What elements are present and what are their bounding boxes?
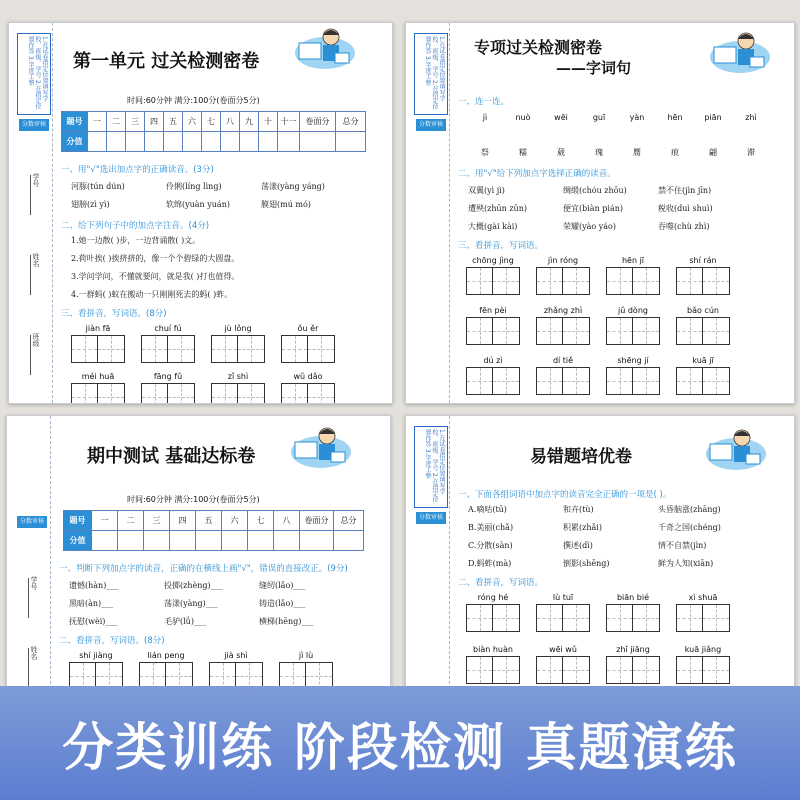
writing-box[interactable] — [281, 383, 308, 404]
writing-box[interactable] — [633, 604, 660, 632]
page-title: 第一单元 过关检测密卷 — [73, 51, 260, 72]
question-item: 禁不住(jìn jīn) — [658, 186, 712, 195]
score-cell: 总分 — [336, 112, 366, 132]
writing-box[interactable] — [633, 367, 660, 395]
section-heading: 一、用"√"选出加点字的正确读音。(3分) — [61, 165, 214, 175]
pinyin-group — [466, 592, 520, 632]
score-cell: 卷面分 — [300, 112, 336, 132]
pinyin-group — [536, 592, 590, 632]
writing-box[interactable] — [281, 335, 308, 363]
pinyin-group — [676, 355, 730, 395]
pinyin-text: jià shì — [224, 651, 248, 660]
writing-box[interactable] — [238, 335, 265, 363]
question-row — [468, 540, 753, 551]
question-item: 软绵(yuàn yuán) — [166, 200, 230, 209]
writing-box[interactable] — [703, 317, 730, 345]
pinyin-group — [676, 255, 730, 295]
spine-notice: 1.在试卷指定位置填写学校、班级、学号 2.在指定位置作答 3.字迹工整 — [414, 426, 448, 508]
writing-box[interactable] — [141, 383, 168, 404]
writing-box[interactable] — [676, 656, 703, 684]
score-table-value-row — [64, 531, 364, 551]
pinyin-group — [279, 650, 333, 690]
question-item: 河豚(tún dún) — [71, 182, 125, 191]
page-title: 易错题培优卷 — [530, 447, 632, 467]
pinyin-group — [211, 371, 265, 404]
score-cell: 卷面分 — [300, 511, 334, 531]
pinyin-row — [71, 371, 351, 404]
match-char[interactable]: 祭 — [481, 148, 489, 157]
match-char[interactable]: 滞 — [747, 148, 755, 157]
pinyin-group — [536, 255, 590, 295]
spine-field-id: 学号 — [25, 576, 39, 618]
question-item: 缝纫(lǎo)___ — [259, 581, 306, 590]
question-item: 铸造(lǎo)___ — [259, 599, 306, 608]
writing-box[interactable] — [536, 604, 563, 632]
spine-tag: 分数审核 — [416, 119, 446, 131]
match-pinyin[interactable]: wēi — [554, 113, 568, 122]
pinyin-row — [466, 355, 746, 395]
score-cell: 题号 — [62, 112, 88, 132]
match-char[interactable]: 翩 — [709, 148, 717, 157]
student-reading-illustration — [291, 23, 355, 71]
match-char[interactable]: 瑰 — [595, 148, 603, 157]
question-item: C.分散(sàn) — [468, 541, 513, 550]
question-item: 税收(duì shuì) — [658, 204, 713, 213]
question-item: 遭殃(zhūn zūn) — [468, 204, 527, 213]
pinyin-group — [71, 371, 125, 404]
exam-meta: 时间:60分钟 满分:100分(卷面分5分) — [127, 96, 260, 105]
pinyin-text: wēi wǔ — [549, 645, 577, 654]
pinyin-group — [676, 644, 730, 684]
question-row — [468, 221, 753, 232]
score-cell: 一 — [92, 511, 118, 531]
pinyin-row — [466, 592, 746, 632]
page-title: 期中测试 基础达标卷 — [87, 446, 256, 467]
pinyin-text: shí rán — [689, 256, 717, 265]
spine-notice: 1.在试卷指定位置填写学校、班级、学号 2.在指定位置作答 3.字迹工整 — [414, 33, 448, 115]
writing-box[interactable] — [466, 317, 493, 345]
pinyin-text: shēng jí — [617, 356, 649, 365]
writing-box[interactable] — [676, 317, 703, 345]
match-char-row — [466, 147, 770, 158]
pinyin-text: lián peng — [147, 651, 185, 660]
question-row — [468, 203, 753, 214]
question-row — [71, 199, 356, 210]
question-row — [468, 522, 753, 533]
binding-spine — [406, 23, 450, 403]
score-row-label: 分值 — [64, 531, 92, 551]
question-item: 积累(zhǎi) — [563, 523, 602, 532]
writing-box[interactable] — [536, 367, 563, 395]
score-cell: 十一 — [278, 112, 300, 132]
match-char[interactable]: 葳 — [557, 148, 565, 157]
writing-box[interactable] — [466, 656, 493, 684]
pinyin-text: fēn pèi — [479, 306, 507, 315]
question-item: 撰述(dì) — [563, 541, 593, 550]
pinyin-group — [606, 355, 660, 395]
exam-page-error-prone — [405, 415, 795, 715]
score-cell: 十 — [259, 112, 278, 132]
writing-box[interactable] — [676, 367, 703, 395]
question-item: B.美丽(chǎ) — [468, 523, 514, 532]
writing-box[interactable] — [493, 604, 520, 632]
section-heading: 一、连一连。 — [458, 97, 510, 107]
pinyin-row — [466, 644, 746, 684]
pinyin-text: lù tuī — [552, 593, 574, 602]
pinyin-group — [69, 650, 123, 690]
score-cell: 六 — [183, 112, 202, 132]
pinyin-group — [281, 371, 335, 404]
writing-box[interactable] — [211, 383, 238, 404]
exam-page-midterm — [6, 415, 391, 715]
section-heading: 二、用"√"给下列加点字选择正确的读音。 — [458, 169, 616, 179]
pinyin-text: chuí fú — [154, 324, 182, 333]
writing-box[interactable] — [606, 367, 633, 395]
score-cell: 二 — [107, 112, 126, 132]
pinyin-text: fāng fǔ — [153, 372, 183, 381]
pinyin-group — [466, 305, 520, 345]
question-row — [71, 181, 356, 192]
pinyin-group — [536, 644, 590, 684]
writing-box[interactable] — [676, 604, 703, 632]
writing-box[interactable] — [308, 335, 335, 363]
writing-box[interactable] — [633, 656, 660, 684]
match-pinyin[interactable]: guī — [592, 113, 606, 122]
pinyin-text: wǔ dǎo — [293, 372, 323, 381]
binding-spine — [7, 416, 51, 714]
score-cell: 总分 — [334, 511, 364, 531]
pinyin-text: biàn huàn — [473, 645, 513, 654]
writing-box[interactable] — [466, 604, 493, 632]
pinyin-group — [536, 305, 590, 345]
section-heading: 一、判断下列加点字的读音，正确的在横线上画"√"，错误的直接改正。(9分) — [59, 564, 348, 574]
section-heading: 二、看拼音，写词语。(8分) — [59, 636, 165, 646]
writing-box[interactable] — [493, 267, 520, 295]
question-row — [468, 504, 753, 515]
pinyin-group — [141, 323, 195, 363]
question-item: 倒影(shēng) — [563, 559, 610, 568]
writing-box[interactable] — [606, 656, 633, 684]
writing-box[interactable] — [466, 267, 493, 295]
pinyin-text: jù lǒng — [224, 324, 252, 333]
question-row — [468, 558, 753, 569]
writing-box[interactable] — [633, 267, 660, 295]
match-pinyin-row — [466, 113, 770, 122]
exam-page-vocabulary — [405, 22, 795, 404]
score-cell: 三 — [126, 112, 145, 132]
match-pinyin[interactable]: nuò — [515, 113, 531, 122]
question-item: 绸缎(chóu zhōu) — [563, 186, 627, 195]
writing-box[interactable] — [563, 267, 590, 295]
pinyin-text: jì lù — [298, 651, 314, 660]
writing-box[interactable] — [563, 317, 590, 345]
writing-box[interactable] — [676, 267, 703, 295]
pinyin-row — [466, 305, 746, 345]
promo-banner — [0, 686, 800, 800]
question-line: 2.荷叶挨( )挨挤挤的，像一个个碧绿的大圆盘。 — [71, 254, 240, 263]
writing-box[interactable] — [606, 604, 633, 632]
match-pinyin[interactable]: jì — [482, 113, 488, 122]
student-reading-illustration — [287, 422, 351, 470]
spine-tag: 分数审核 — [416, 512, 446, 524]
pinyin-text: méi huā — [81, 372, 115, 381]
question-item: 横梯(hēng)___ — [259, 617, 314, 626]
question-item: 遗憾(hàn)___ — [69, 581, 119, 590]
score-cell: 四 — [170, 511, 196, 531]
question-item: 情不自禁(jìn) — [658, 541, 707, 550]
pinyin-group — [536, 355, 590, 395]
question-item: 吞噬(chù zhì) — [658, 222, 710, 231]
match-char[interactable]: 糯 — [519, 148, 527, 157]
exam-meta: 时间:60分钟 满分:100分(卷面分5分) — [127, 495, 260, 504]
score-cell: 五 — [196, 511, 222, 531]
score-cell: 八 — [274, 511, 300, 531]
writing-box[interactable] — [493, 367, 520, 395]
section-heading: 二、看拼音，写词语。 — [458, 578, 544, 588]
score-cell: 九 — [240, 112, 259, 132]
pinyin-group — [466, 355, 520, 395]
question-item: 便宜(biàn pián) — [563, 204, 623, 213]
writing-box[interactable] — [703, 267, 730, 295]
pinyin-text: zǐ shì — [227, 372, 249, 381]
writing-box[interactable] — [536, 267, 563, 295]
score-cell: 五 — [164, 112, 183, 132]
pinyin-text: dú zì — [483, 356, 503, 365]
pinyin-text: shí jiàng — [79, 651, 113, 660]
pinyin-text: chōng jìng — [472, 256, 514, 265]
section-heading: 一、下面各组词语中加点字的读音完全正确的一项是( )。 — [458, 490, 672, 500]
score-cell: 题号 — [64, 511, 92, 531]
writing-box[interactable] — [71, 335, 98, 363]
pinyin-text: jìn róng — [547, 256, 579, 265]
writing-box[interactable] — [606, 267, 633, 295]
pinyin-text: jǔ dòng — [618, 306, 648, 315]
pinyin-text: zhǎng zhì — [543, 306, 583, 315]
score-row-label: 分值 — [62, 132, 88, 152]
writing-box[interactable] — [168, 383, 195, 404]
question-line: 1.她一边散( )步，一边背诵散( )文。 — [71, 236, 201, 245]
score-cell: 八 — [221, 112, 240, 132]
question-line: 4.一群蚂( )蚁在搬动一只刚刚死去的蚂( )蚱。 — [71, 290, 233, 299]
spine-tag: 分数审核 — [17, 516, 47, 528]
writing-box[interactable] — [563, 656, 590, 684]
question-item: 膜翅(mú mó) — [261, 200, 311, 209]
question-item: 伶俐(líng lìng) — [166, 182, 222, 191]
question-item: 黑暗(àn)___ — [69, 599, 114, 608]
score-table — [61, 111, 366, 152]
spine-notice: 1.在试卷指定位置填写学校、班级、学号 2.在指定位置作答 3.字迹工整 — [17, 33, 51, 115]
writing-box[interactable] — [703, 367, 730, 395]
score-table-head-row — [64, 511, 364, 531]
section-heading: 三、看拼音，写词语。 — [458, 241, 544, 251]
writing-box[interactable] — [211, 335, 238, 363]
match-pinyin[interactable]: zhì — [745, 113, 757, 122]
question-item: 和卉(tù) — [563, 505, 594, 514]
score-table-value-row — [62, 132, 366, 152]
spine-field-class: 班级 — [27, 333, 41, 375]
writing-box[interactable] — [168, 335, 195, 363]
promo-banner-text: 分类训练 阶段检测 真题演练 — [62, 719, 738, 778]
score-cell: 二 — [118, 511, 144, 531]
writing-box[interactable] — [536, 656, 563, 684]
writing-box[interactable] — [98, 335, 125, 363]
writing-box[interactable] — [308, 383, 335, 404]
pinyin-text: jiàn fā — [85, 324, 111, 333]
writing-box[interactable] — [71, 383, 98, 404]
question-item: 千奇之国(chéng) — [658, 523, 721, 532]
pinyin-group — [211, 323, 265, 363]
pinyin-group — [466, 255, 520, 295]
pinyin-group — [209, 650, 263, 690]
binding-spine — [9, 23, 53, 403]
writing-box[interactable] — [493, 656, 520, 684]
section-heading: 二、给下列句子中的加点字注音。(4分) — [61, 221, 210, 231]
question-item: A.嘀咕(tū) — [468, 505, 507, 514]
pinyin-group — [606, 305, 660, 345]
score-cell: 七 — [202, 112, 221, 132]
match-char[interactable]: 赝 — [633, 148, 641, 157]
question-row — [69, 580, 354, 591]
question-row — [468, 185, 753, 196]
pinyin-row — [466, 255, 746, 295]
pinyin-group — [606, 592, 660, 632]
page-subtitle: ——字词句 — [556, 59, 632, 77]
pinyin-text: xì shuā — [688, 593, 718, 602]
match-pinyin[interactable]: piān — [704, 113, 722, 122]
pinyin-group — [141, 371, 195, 404]
pinyin-group — [71, 323, 125, 363]
pinyin-text: bǎo cún — [687, 306, 719, 315]
question-item: 大概(gài kài) — [468, 222, 518, 231]
question-item: 荡漾(yàng yáng) — [261, 182, 325, 191]
question-item: D.蚂蚱(mà) — [468, 559, 512, 568]
score-cell: 四 — [145, 112, 164, 132]
score-cell: 三 — [144, 511, 170, 531]
pinyin-text: róng hé — [477, 593, 509, 602]
pinyin-group — [676, 305, 730, 345]
writing-box[interactable] — [141, 335, 168, 363]
question-item: 投掷(zhèng)___ — [164, 581, 223, 590]
writing-box[interactable] — [633, 317, 660, 345]
pinyin-group — [466, 644, 520, 684]
writing-box[interactable] — [466, 367, 493, 395]
pinyin-text: dí tiě — [552, 356, 574, 365]
spine-tag: 分数审核 — [19, 119, 49, 131]
question-line: 3.学问学问，不懂就要问，就是我( )打也值得。 — [71, 272, 240, 281]
pinyin-text: kuā jiǎng — [684, 645, 722, 654]
pinyin-group — [281, 323, 335, 363]
writing-box[interactable] — [703, 604, 730, 632]
pinyin-group — [139, 650, 193, 690]
spine-field-name: 姓名 — [27, 253, 41, 295]
question-item: 头昏脑涨(zhāng) — [658, 505, 721, 514]
pinyin-text: zhǐ jiāng — [616, 645, 650, 654]
pinyin-group — [676, 592, 730, 632]
writing-box[interactable] — [563, 367, 590, 395]
writing-box[interactable] — [238, 383, 265, 404]
page-title: 专项过关检测密卷 — [474, 38, 603, 57]
section-heading: 三、看拼音，写词语。(8分) — [61, 309, 167, 319]
writing-box[interactable] — [493, 317, 520, 345]
pinyin-text: biān bié — [616, 593, 650, 602]
question-item: 鲜为人知(xiān) — [658, 559, 714, 568]
pinyin-text: ǒu ěr — [297, 324, 319, 333]
score-cell: 六 — [222, 511, 248, 531]
pinyin-text: kuā jī — [692, 356, 714, 365]
pinyin-text: hēn jī — [621, 256, 645, 265]
writing-box[interactable] — [98, 383, 125, 404]
exam-page-unit-one — [8, 22, 393, 404]
score-table-head-row — [62, 112, 366, 132]
score-table — [63, 510, 364, 551]
pinyin-group — [606, 255, 660, 295]
pinyin-group — [606, 644, 660, 684]
student-reading-illustration — [706, 27, 770, 75]
student-reading-illustration — [702, 424, 766, 472]
score-cell: 一 — [88, 112, 107, 132]
spine-field-name: 姓名 — [25, 646, 39, 688]
question-item: 抚慰(wèi)___ — [69, 617, 118, 626]
pinyin-row — [69, 650, 349, 690]
match-pinyin[interactable]: hēn — [667, 113, 683, 122]
question-item: 荡漾(yàng)___ — [164, 599, 218, 608]
question-item: 双翼(yì jì) — [468, 186, 505, 195]
question-row — [69, 616, 354, 627]
spine-field-id: 学号 — [27, 173, 41, 215]
question-row — [69, 598, 354, 609]
question-item: 荣耀(yào yáo) — [563, 222, 616, 231]
match-char[interactable]: 痕 — [671, 148, 679, 157]
writing-box[interactable] — [563, 604, 590, 632]
question-item: 翅膀(zì yì) — [71, 200, 110, 209]
pinyin-row — [71, 323, 351, 363]
writing-box[interactable] — [606, 317, 633, 345]
writing-box[interactable] — [536, 317, 563, 345]
question-item: 毛驴(lǘ)___ — [164, 617, 206, 626]
writing-box[interactable] — [703, 656, 730, 684]
score-cell: 七 — [248, 511, 274, 531]
match-pinyin[interactable]: yàn — [629, 113, 645, 122]
binding-spine — [406, 416, 450, 714]
